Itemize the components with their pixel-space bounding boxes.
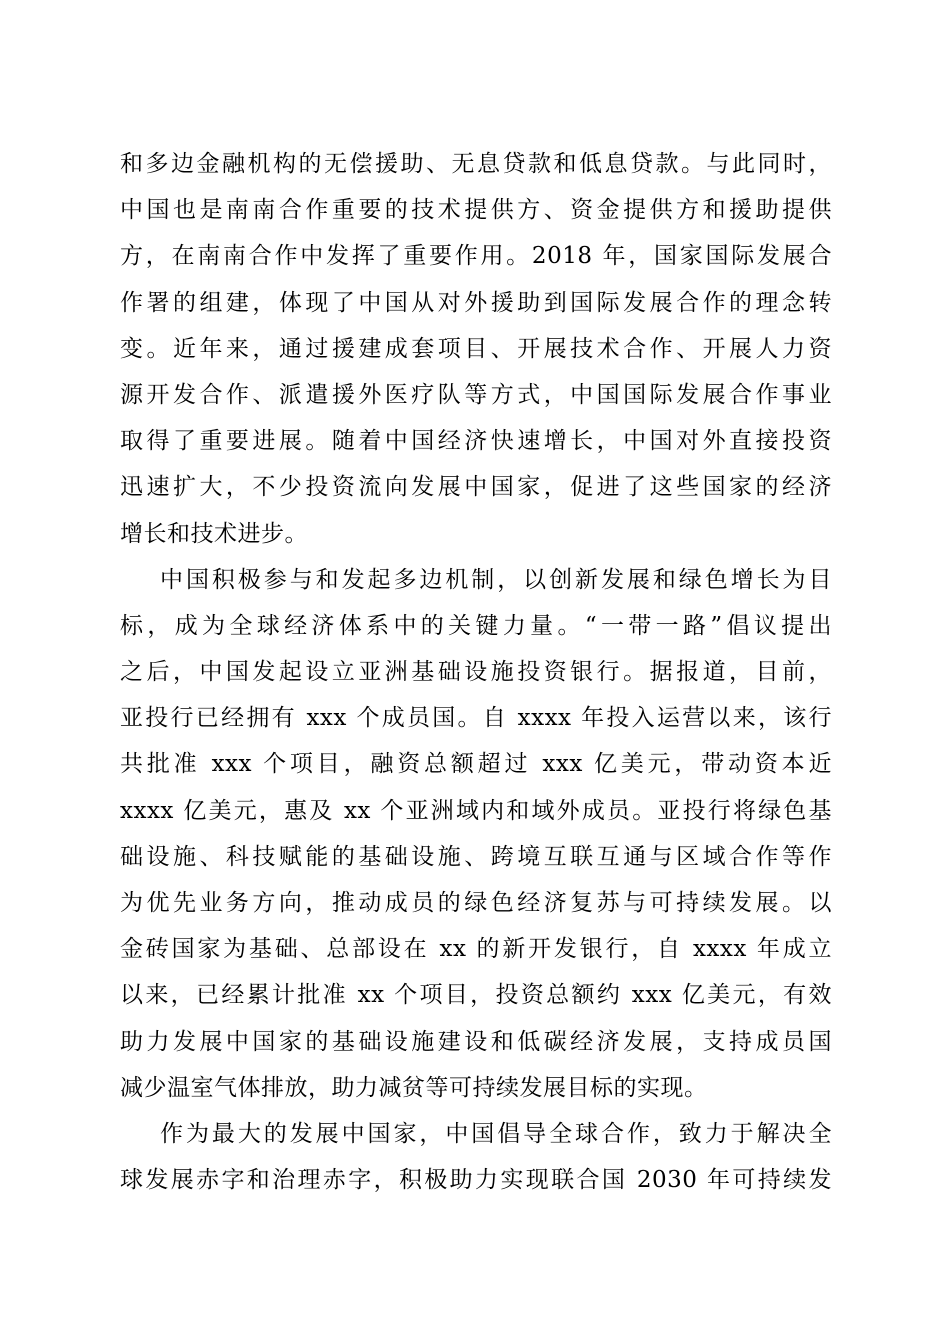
text-line: 作署的组建，体现了中国从对外援助到国际发展合作的理念转 — [120, 289, 832, 316]
text-line: 亚投行已经拥有 xxx 个成员国。自 xxxx 年投入运营以来，该行 — [120, 705, 832, 732]
text-line: 方，在南南合作中发挥了重要作用。2018 年，国家国际发展合 — [120, 243, 832, 270]
text-line: 以来，已经累计批准 xx 个项目，投资总额约 xxx 亿美元，有效 — [120, 982, 832, 1009]
text-line: 之后，中国发起设立亚洲基础设施投资银行。据报道，目前， — [120, 659, 832, 686]
text-line: xxxx 亿美元，惠及 xx 个亚洲域内和域外成员。亚投行将绿色基 — [120, 797, 832, 824]
text-line: 标，成为全球经济体系中的关键力量。“一带一路”倡议提出 — [120, 612, 832, 639]
text-line: 金砖国家为基础、总部设在 xx 的新开发银行，自 xxxx 年成立 — [120, 936, 832, 963]
text-line: 和多边金融机构的无偿援助、无息贷款和低息贷款。与此同时， — [120, 151, 832, 177]
text-line: 迅速扩大，不少投资流向发展中国家，促进了这些国家的经济 — [120, 474, 832, 501]
body-text — [120, 141, 832, 1203]
paragraph-1 — [120, 141, 832, 557]
text-line: 中国也是南南合作重要的技术提供方、资金提供方和援助提供 — [120, 197, 832, 224]
text-line: 取得了重要进展。随着中国经济快速增长，中国对外直接投资 — [120, 428, 832, 455]
text-line: 球发展赤字和治理赤字，积极助力实现联合国 2030 年可持续发 — [120, 1167, 832, 1194]
text-line: 共批准 xxx 个项目，融资总额超过 xxx 亿美元，带动资本近 — [120, 751, 832, 778]
text-line: 中国积极参与和发起多边机制，以创新发展和绿色增长为目 — [160, 566, 832, 593]
text-line: 助力发展中国家的基础设施建设和低碳经济发展，支持成员国 — [120, 1028, 832, 1055]
text-line: 变。近年来，通过援建成套项目、开展技术合作、开展人力资 — [120, 335, 832, 362]
text-line: 作为最大的发展中国家，中国倡导全球合作，致力于解决全 — [160, 1120, 832, 1147]
paragraph-2 — [120, 557, 832, 1111]
text-line: 础设施、科技赋能的基础设施、跨境互联互通与区域合作等作 — [120, 843, 832, 870]
paragraph-3 — [120, 1111, 832, 1203]
text-line: 为优先业务方向，推动成员的绿色经济复苏与可持续发展。以 — [120, 890, 832, 916]
text-line: 源开发合作、派遣援外医疗队等方式，中国国际发展合作事业 — [120, 381, 832, 408]
text-line: 减少温室气体排放，助力减贫等可持续发展目标的实现。 — [120, 1074, 708, 1101]
text-line: 增长和技术进步。 — [120, 520, 308, 547]
